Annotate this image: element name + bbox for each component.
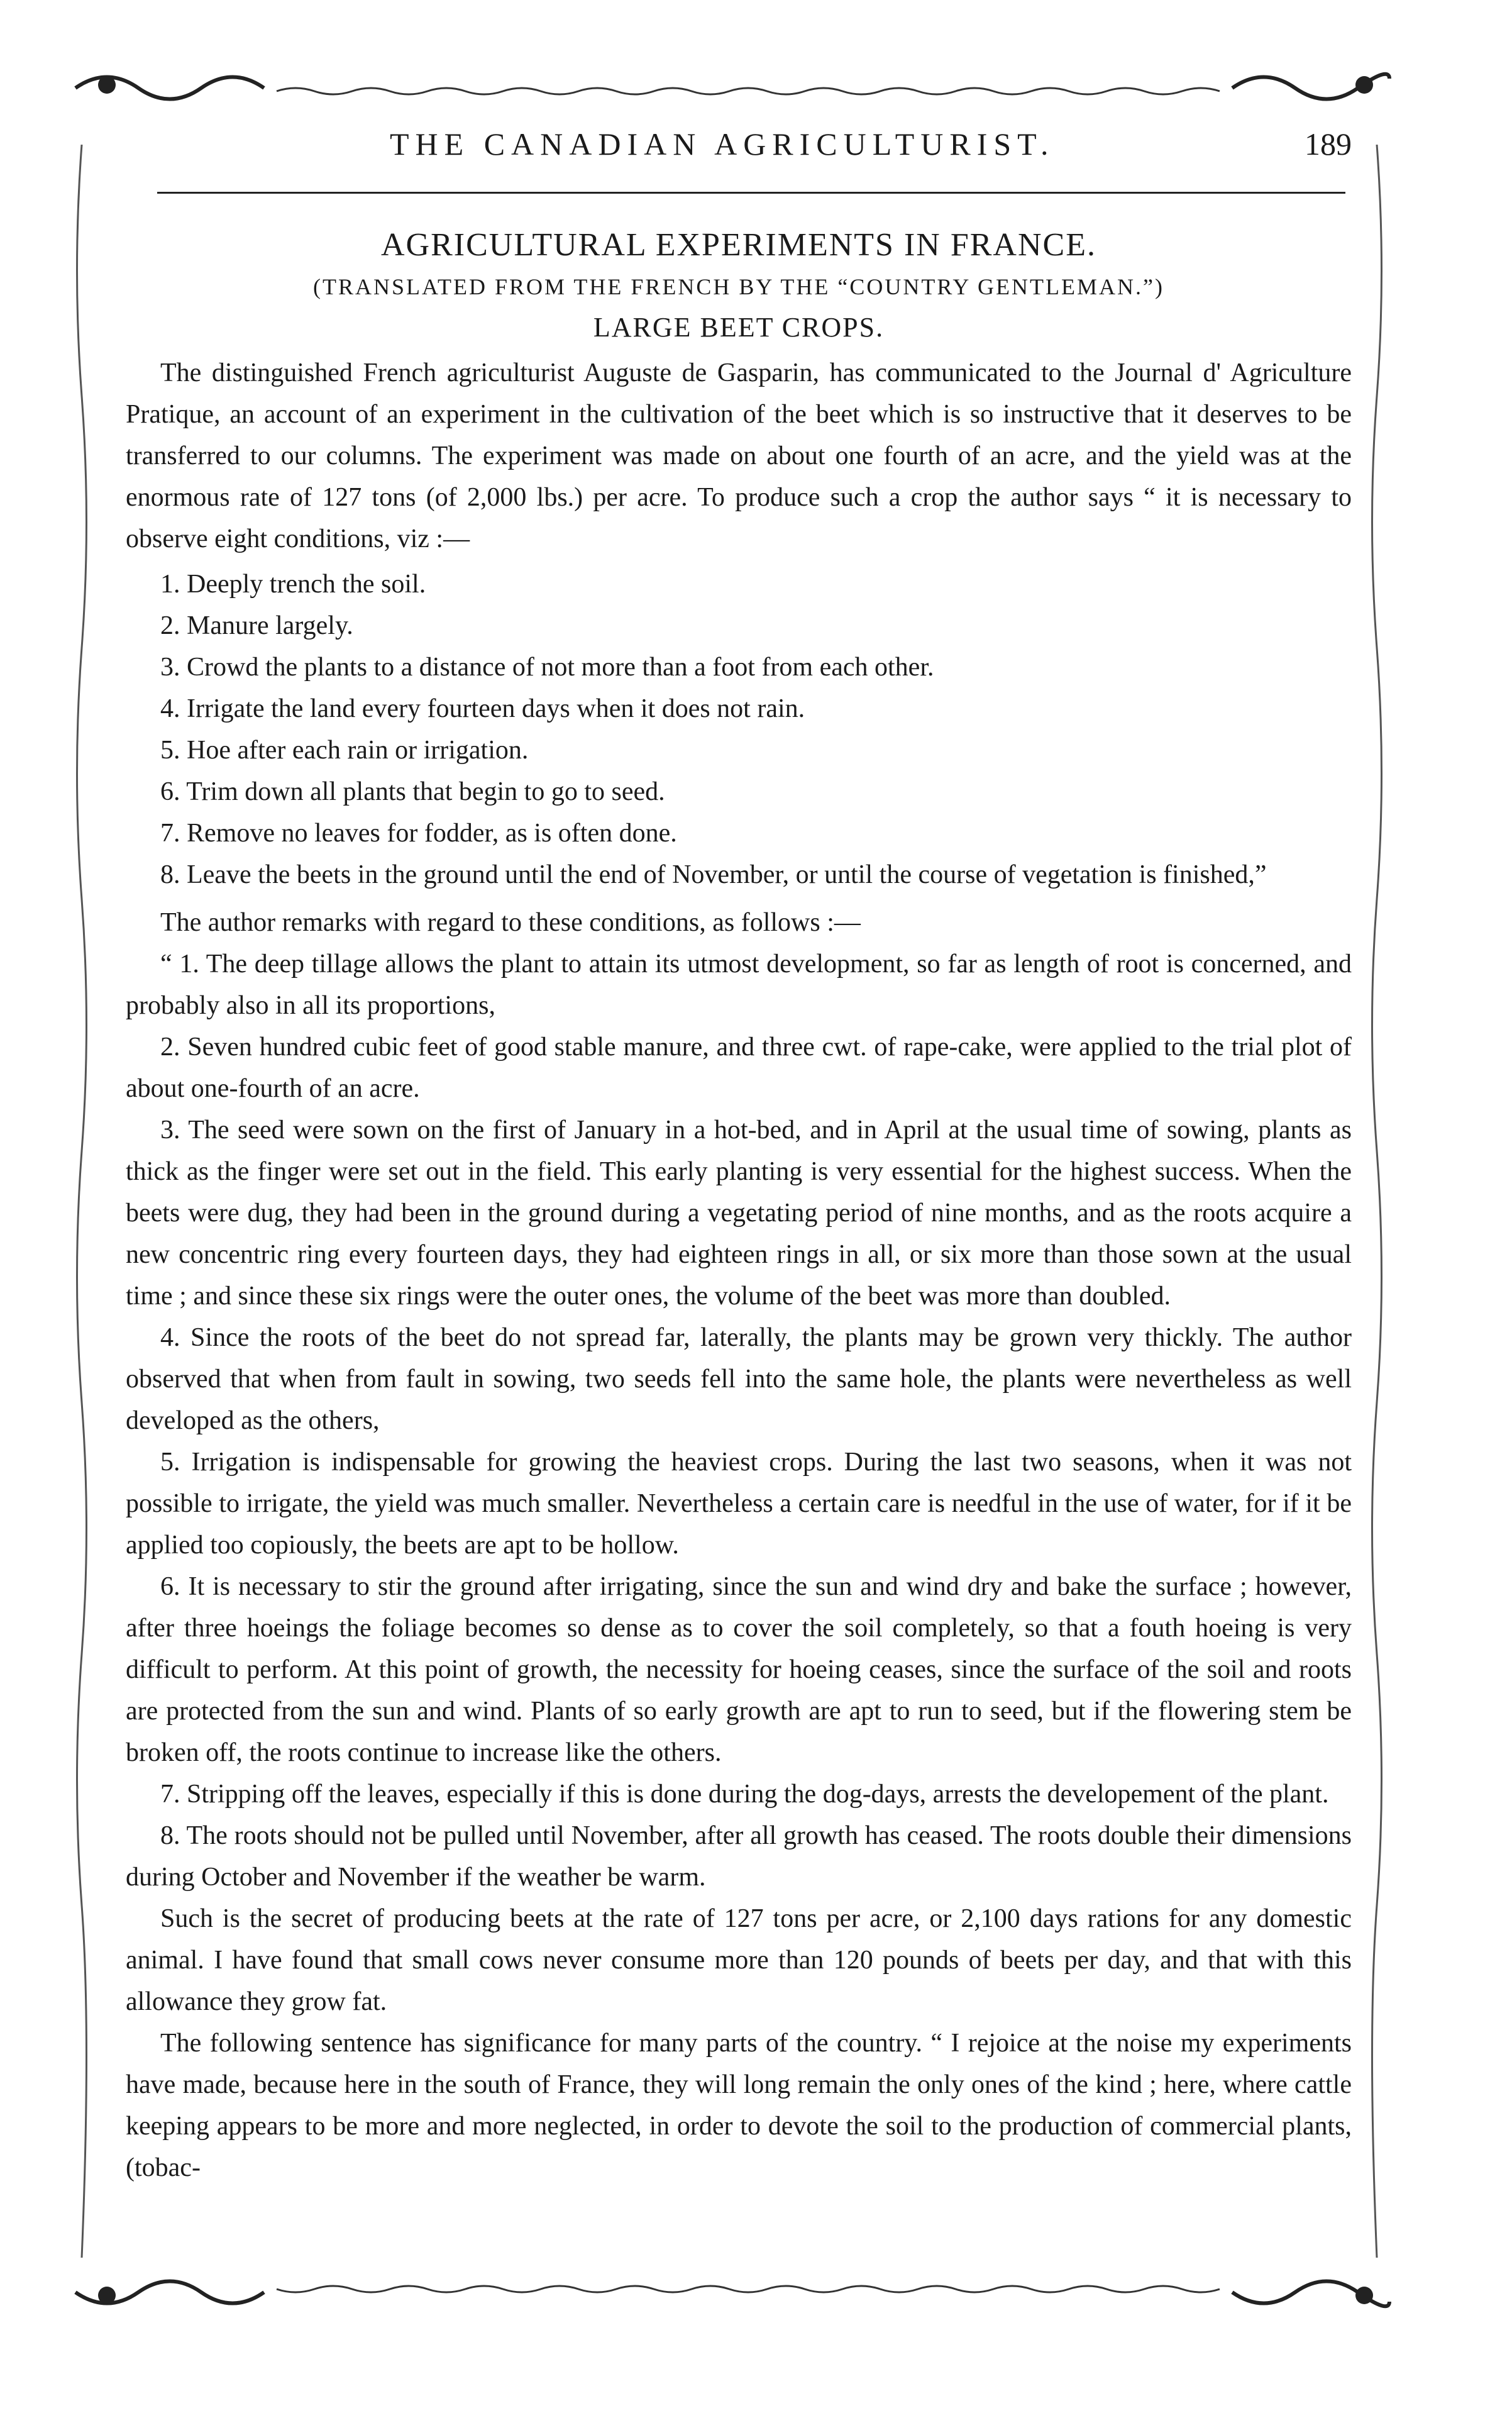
remark-paragraph: 5. Irrigation is indispensable for growing the heaviest crops. During the last two seasons, when it was not possible to irrigate, the yield was much smaller. Nevertheless a certain care is needful in the use of water, for if it be applied too copiously, the beets are apt to be hollow. xyxy=(126,1448,1352,1560)
remark-paragraph: 2. Seven hundred cubic feet of good stable manure, and three cwt. of rape-cake, were applied to the trial plot of about one-fourth of an acre. xyxy=(126,1033,1352,1103)
condition-item: 7. Remove no leaves for fodder, as is often done. xyxy=(160,819,677,848)
condition-item: 2. Manure largely. xyxy=(160,611,353,640)
left-margin-ornament xyxy=(69,145,94,2258)
remark-paragraph: 4. Since the roots of the beet do not spread far, laterally, the plants may be grown very thickly. The author observed that when from fault in sowing, two seeds fell into the same hole, the plants were nevertheless as well developed as the others, xyxy=(126,1323,1352,1435)
conditions-list xyxy=(126,563,1352,896)
section-heading: LARGE BEET CROPS. xyxy=(593,312,885,343)
right-margin-ornament xyxy=(1364,145,1389,2258)
running-title: THE CANADIAN AGRICULTURIST. xyxy=(390,126,1055,162)
bottom-ornament-border xyxy=(69,2264,1396,2321)
condition-item: 5. Hoe after each rain or irrigation. xyxy=(160,736,529,765)
article-title: AGRICULTURAL EXPERIMENTS IN FRANCE. xyxy=(381,227,1096,263)
condition-item: 1. Deeply trench the soil. xyxy=(160,570,426,599)
condition-item: 8. Leave the beets in the ground until the end of November, or until the course of vegetation is finished,” xyxy=(160,860,1267,889)
condition-item: 4. Irrigate the land every fourteen days when it does not rain. xyxy=(160,694,805,723)
remark-paragraph: 3. The seed were sown on the first of January in a hot-bed, and in April at the usual time of sowing, plants as thick as the finger were set out in the field. This early planting is very essential for the highest success. When the beets were dug, they had been in the ground during a vegetating period of nine months, and as the roots acquire a new concentric ring every fourteen days, they had eighteen rings in all, or six more than those sown at the usual time ; and since these six rings were the outer ones, the volume of the beet was more than doubled. xyxy=(126,1116,1352,1311)
closing-paragraph: Such is the secret of producing beets at the rate of 127 tons per acre, or 2,100 days rations for any domestic animal. I have found that small cows never consume more than 120 pounds of beets per day, and that with this allowance they grow fat. xyxy=(126,1904,1352,2016)
intro-paragraph: The distinguished French agriculturist Auguste de Gasparin, has communicated to the Journal d' Agriculture Pratique, an account of an experiment in the cultivation of the beet which is so instructive that it deserves to be transferred to our columns. The experiment was made on about one fourth of an acre, and the yield was at the enormous rate of 127 tons (of 2,000 lbs.) per acre. To produce such a crop the author says “ it is necessary to observe eight conditions, viz :— xyxy=(126,358,1352,553)
condition-item: 3. Crowd the plants to a distance of not more than a foot from each other. xyxy=(160,653,934,682)
condition-item: 6. Trim down all plants that begin to go to seed. xyxy=(160,777,665,806)
top-ornament-border xyxy=(69,60,1396,116)
remark-paragraph: 6. It is necessary to stir the ground after irrigating, since the sun and wind dry and bake the surface ; however, after three hoeings the foliage becomes so dense as to cover the soil completely, so that a fouth hoeing is very difficult to perform. At this point of growth, the necessity for hoeing ceases, since the surface of the soil and roots are protected from the sun and wind. Plants of so early growth are apt to run to seed, but if the flowering stem be broken off, the roots continue to increase like the others. xyxy=(126,1572,1352,1767)
article xyxy=(126,214,1352,2188)
remark-paragraph: “ 1. The deep tillage allows the plant to attain its utmost development, so far as length of root is concerned, and probably also in all its proportions, xyxy=(126,950,1352,1020)
remark-paragraph: 8. The roots should not be pulled until November, after all growth has ceased. The roots double their dimensions during October and November if the weather be warm. xyxy=(126,1821,1352,1892)
running-head xyxy=(145,126,1352,176)
remarks-intro: The author remarks with regard to these conditions, as follows :— xyxy=(160,908,861,937)
final-paragraph: The following sentence has significance for many parts of the country. “ I rejoice at the noise my experiments have made, because here in the south of France, they will long remain the only ones of the kind ; here, where cattle keeping appears to be more and more neglected, in order to devote the soil to the production of commercial plants, (tobac- xyxy=(126,2029,1352,2182)
header-divider xyxy=(157,192,1345,194)
page-number: 189 xyxy=(1305,126,1352,162)
remark-paragraph: 7. Stripping off the leaves, especially if this is done during the dog-days, arrests the developement of the plant. xyxy=(160,1780,1329,1809)
article-subtitle: (TRANSLATED FROM THE FRENCH BY THE “COUNTRY GENTLEMAN.”) xyxy=(313,274,1164,299)
